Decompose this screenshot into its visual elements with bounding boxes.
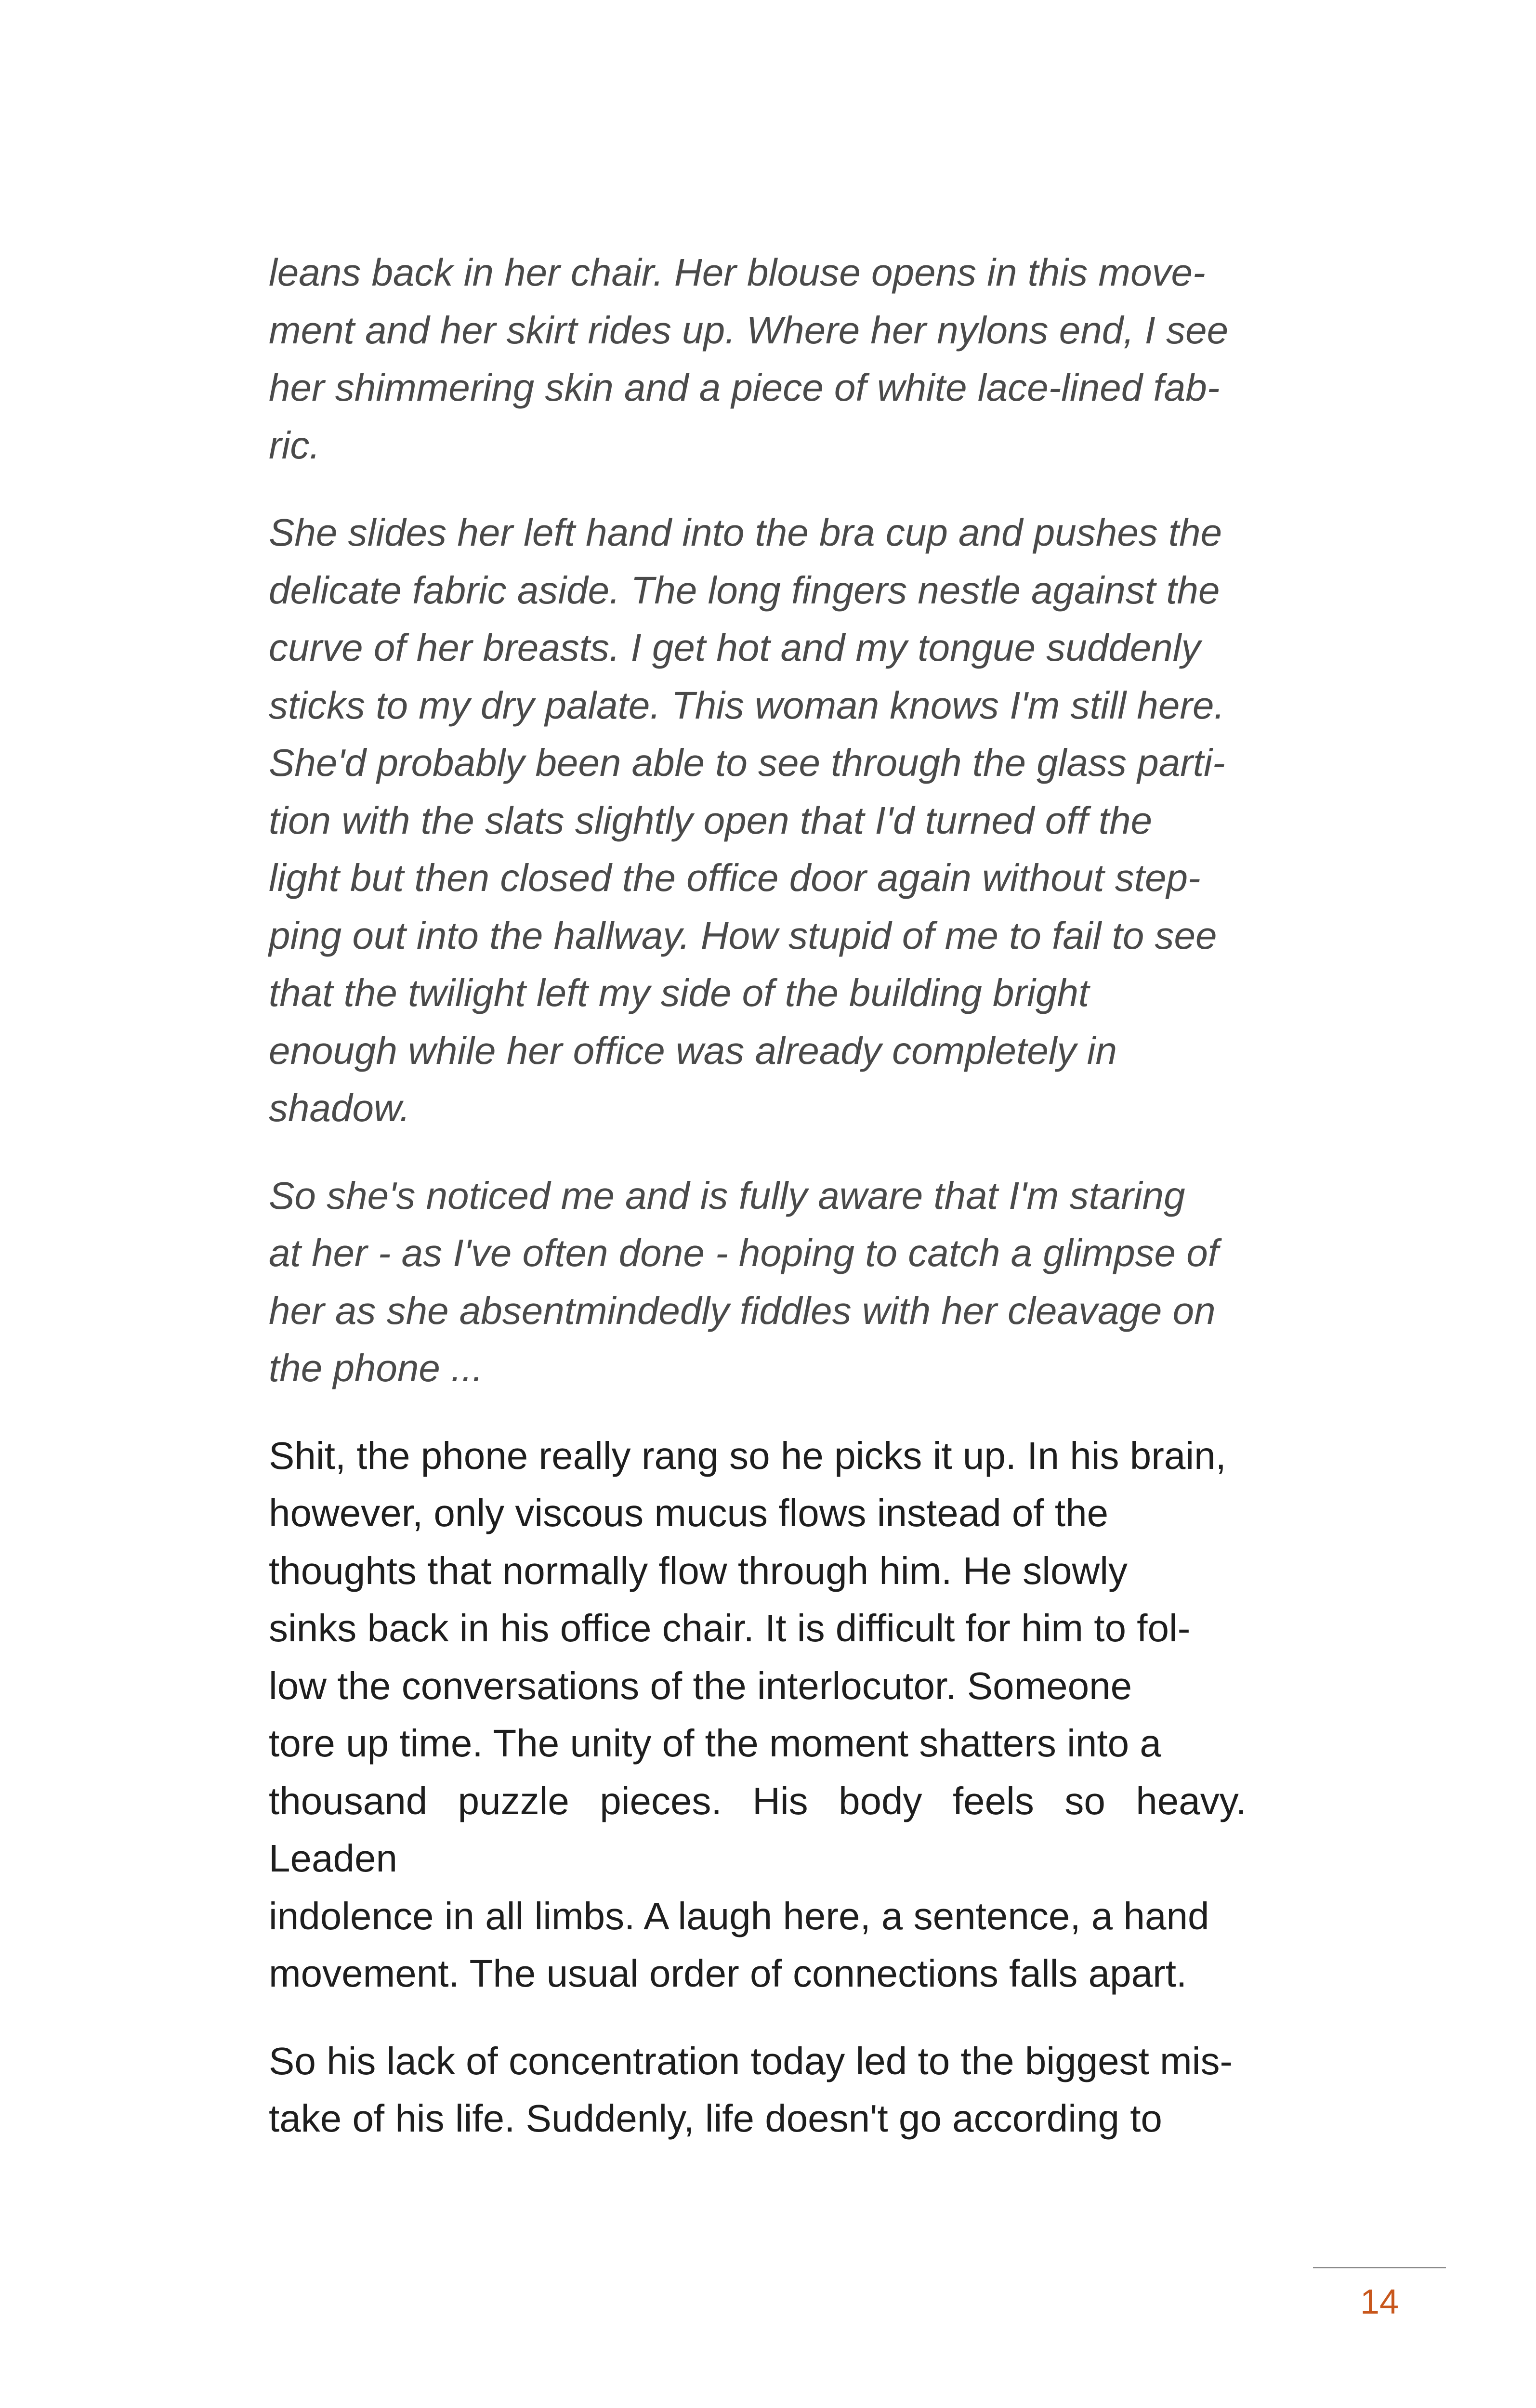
paragraph-1: leans back in her chair. Her blouse opens in this move- ment and her skirt rides up. Where her nylons end, I see her shimmering skin and a piece of white lace-lined fab- ric. — [269, 251, 1229, 467]
paragraph-5: So his lack of concentration today led to the biggest mis- take of his life. Suddenly, life doesn't go according to — [269, 2039, 1233, 2140]
body-text — [269, 244, 1247, 2147]
paragraph-3: So she's noticed me and is fully aware that I'm staring at her - as I've often done - hoping to catch a glimpse of her as she absentmindedly fiddles with her cleavage on the phone ... — [269, 1174, 1219, 1389]
paragraph-2: She slides her left hand into the bra cup and pushes the delicate fabric aside. The long fingers nestle against the curve of her breasts. I get hot and my tongue suddenly sticks to my dry palate. This woman knows I'm still here. She'd probably been able to see through the glass parti- tion with the slats slightly open that I'd turned off the light but then closed the office door again without step- ping out into the hallway. How stupid of me to fail to see that the twilight left my side of the building bright enough while her office was already completely in shadow. — [269, 511, 1225, 1129]
footer-rule — [1313, 2267, 1446, 2268]
paragraph-4: Shit, the phone really rang so he picks it up. In his brain, however, only viscous mucus flows instead of the thoughts that normally flow through him. He slowly sinks back in his office chair. It is difficult for him to fol- low the conversations of the interlocutor. Someone tore up time. The unity of the moment shatters into a thousand puzzle pieces. His body feels so heavy. Leaden indolence in all limbs. A laugh here, a sentence, a hand movement. The usual order of connections falls apart. — [269, 1434, 1247, 1995]
page-number: 14 — [1360, 2283, 1399, 2321]
